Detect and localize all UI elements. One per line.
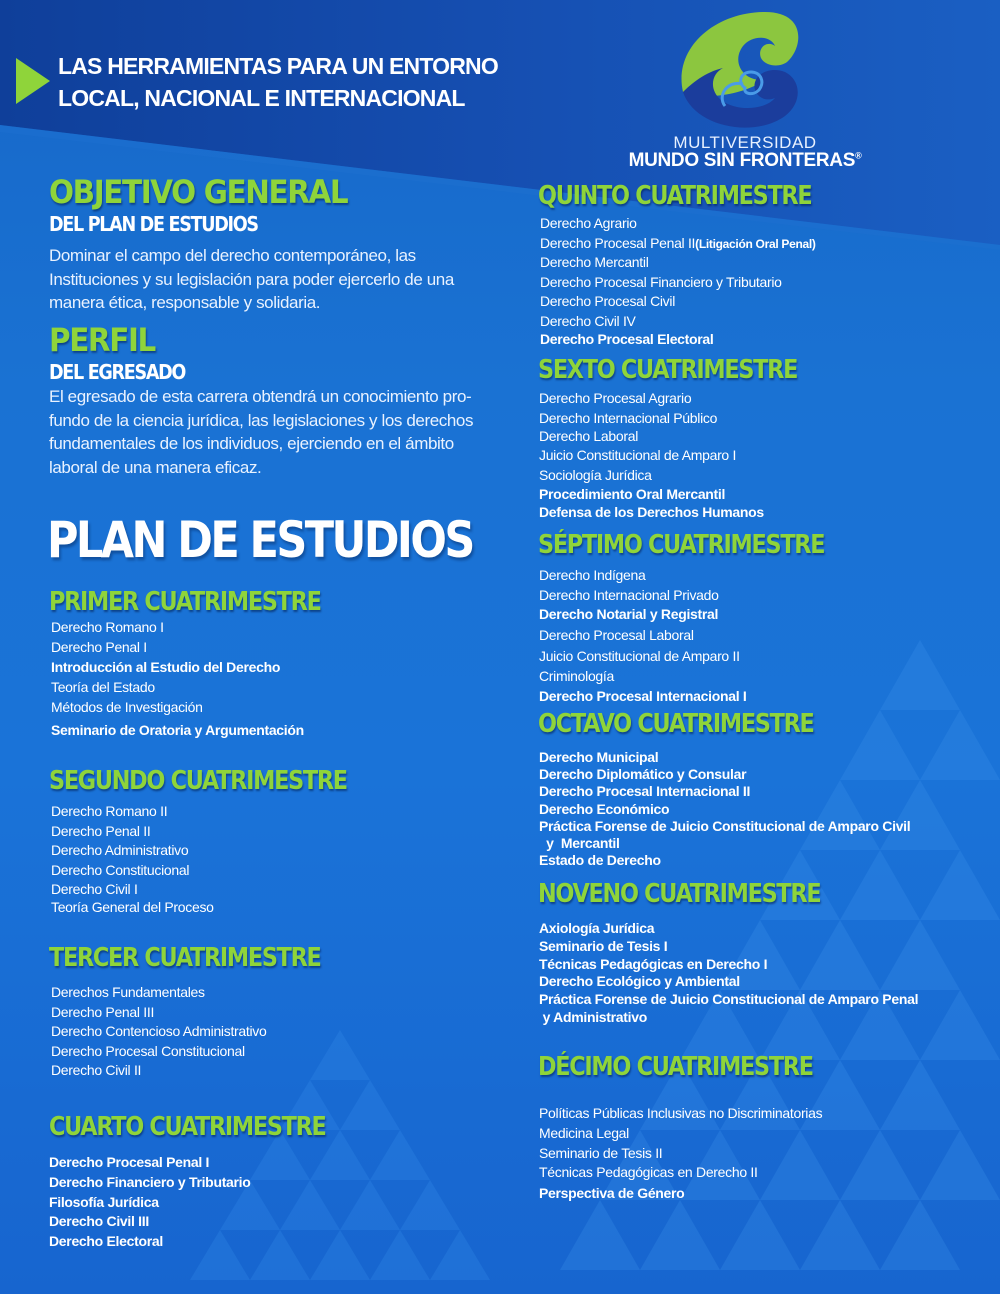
course-item: Estado de Derecho	[539, 852, 661, 869]
course-list-quinto	[540, 215, 816, 349]
course-item: Criminología	[539, 667, 614, 684]
course-item: Derecho Romano II	[51, 803, 168, 819]
course-item: Derecho Civil III	[49, 1213, 149, 1230]
course-item: Seminario de Tesis II	[539, 1144, 663, 1161]
course-item: Derecho Indígena	[539, 567, 646, 583]
perfil-line: fundamentales de los individuos, ejerciendo en el ámbito	[49, 434, 454, 453]
perfil-title: PERFIL	[49, 321, 155, 359]
course-item: Derecho Municipal	[539, 749, 659, 765]
course-item: Derecho Electoral	[49, 1233, 163, 1250]
logo-text-multiversidad: MULTIVERSIDAD	[673, 133, 817, 152]
perfil-line: laboral de una manera eficaz.	[49, 457, 262, 477]
course-item: Derecho Internacional Público	[539, 409, 718, 426]
course-item: Derecho Civil IV	[540, 312, 636, 329]
wave-logo-icon	[625, 8, 865, 133]
course-item	[540, 235, 816, 255]
semester-title-tercero: TERCER CUATRIMESTRE	[49, 943, 321, 973]
course-item: Derecho Laboral	[539, 427, 639, 444]
objetivo-line: Dominar el campo del derecho contemporáneo, las	[49, 246, 416, 265]
perfil-line: El egresado de esta carrera obtendrá un conocimiento pro-	[49, 387, 472, 406]
course-item: Métodos de Investigación	[51, 699, 203, 715]
objetivo-text	[49, 244, 454, 315]
course-item: Juicio Constitucional de Amparo I	[539, 447, 737, 463]
perfil-line: fundo de la ciencia jurídica, las legislaciones y los derechos	[49, 410, 474, 430]
course-item: Derecho Administrativo	[51, 842, 189, 858]
perfil-text	[49, 385, 473, 479]
semester-title-segundo: SEGUNDO CUATRIMESTRE	[49, 766, 347, 796]
header-line-2: LOCAL, NACIONAL E INTERNACIONAL	[58, 85, 465, 111]
course-item: Derecho Procesal Constitucional	[51, 1042, 245, 1059]
semester-title-primero: PRIMER CUATRIMESTRE	[49, 587, 321, 617]
course-list-tercero	[51, 984, 266, 1082]
course-item: Derecho Procesal Electoral	[540, 330, 714, 347]
course-item: Derecho Procesal Civil	[540, 293, 676, 309]
plan-de-estudios-title: PLAN DE ESTUDIOS	[47, 511, 473, 569]
semester-title-sexto: SEXTO CUATRIMESTRE	[538, 355, 798, 385]
course-item: Derecho Ecológico y Ambiental	[539, 973, 740, 990]
course-list-noveno	[539, 920, 918, 1027]
course-item: Derechos Fundamentales	[51, 984, 205, 1000]
course-item: Derecho Penal II	[51, 822, 151, 839]
play-arrow-icon	[16, 58, 50, 104]
course-list-segundo	[51, 803, 214, 918]
course-item: Práctica Forense de Juicio Constitucional de Amparo Civil	[539, 817, 911, 834]
course-item: Teoría General del Proceso	[51, 899, 214, 915]
course-item: Políticas Públicas Inclusivas no Discriminatorias	[539, 1105, 823, 1121]
course-list-octavo	[539, 749, 910, 869]
course-item: Técnicas Pedagógicas en Derecho I	[539, 955, 768, 972]
course-item: Derecho Procesal Penal I	[49, 1154, 210, 1170]
course-list-decimo	[539, 1105, 822, 1205]
course-item: Seminario de Tesis I	[539, 937, 668, 954]
course-item: Medicina Legal	[539, 1125, 629, 1141]
course-item: Derecho Económico	[539, 800, 670, 817]
registered-mark: ®	[855, 150, 862, 161]
course-item: Derecho Constitucional	[51, 861, 190, 878]
course-item: Filosofía Jurídica	[49, 1193, 159, 1210]
course-item: Derecho Civil I	[51, 881, 138, 897]
course-item: Seminario de Oratoria y Argumentación	[51, 722, 304, 738]
course-item: Derecho Procesal Internacional II	[539, 783, 751, 800]
course-item: Derecho Mercantil	[540, 254, 649, 270]
course-item: Derecho Penal III	[51, 1003, 155, 1020]
course-item: Sociología Jurídica	[539, 466, 652, 483]
objetivo-subtitle: DEL PLAN DE ESTUDIOS	[49, 212, 258, 236]
semester-title-octavo: OCTAVO CUATRIMESTRE	[538, 709, 814, 739]
logo	[625, 8, 865, 173]
objetivo-line: manera ética, responsable y solidaria.	[49, 293, 321, 312]
course-list-sexto	[539, 390, 764, 522]
course-note: (Litigación Oral Penal)	[695, 236, 816, 251]
header-line-1: LAS HERRAMIENTAS PARA UN ENTORNO	[58, 53, 498, 79]
course-item: y Administrativo	[539, 1008, 647, 1025]
course-item: Axiología Jurídica	[539, 920, 655, 936]
course-item: Introducción al Estudio del Derecho	[51, 659, 281, 675]
course-item: y Mercantil	[539, 834, 620, 851]
course-name: Derecho Procesal Penal II	[540, 234, 696, 251]
course-item: Derecho Procesal Agrario	[539, 390, 692, 406]
course-item: Perspectiva de Género	[539, 1185, 685, 1201]
course-item: Procedimiento Oral Mercantil	[539, 486, 726, 502]
course-item: Práctica Forense de Juicio Constitucional de Amparo Penal	[539, 991, 919, 1008]
perfil-subtitle: DEL EGRESADO	[49, 360, 186, 384]
course-list-primero	[51, 619, 304, 742]
course-item: Derecho Procesal Laboral	[539, 627, 694, 643]
objetivo-line: Instituciones y su legislación para poder ejercerlo de una	[49, 269, 454, 289]
course-item: Derecho Civil II	[51, 1062, 142, 1078]
course-item: Derecho Internacional Privado	[539, 587, 719, 603]
course-item: Derecho Romano I	[51, 619, 164, 635]
course-item: Derecho Procesal Financiero y Tributario	[540, 273, 782, 290]
objetivo-title: OBJETIVO GENERAL	[49, 173, 348, 211]
course-item: Teoría del Estado	[51, 679, 155, 695]
course-list-cuarto	[49, 1154, 251, 1253]
semester-title-decimo: DÉCIMO CUATRIMESTRE	[538, 1052, 813, 1082]
course-item: Derecho Financiero y Tributario	[49, 1173, 251, 1190]
course-item: Derecho Agrario	[540, 215, 637, 231]
semester-title-cuarto: CUARTO CUATRIMESTRE	[49, 1112, 326, 1142]
semester-title-septimo: SÉPTIMO CUATRIMESTRE	[538, 530, 825, 560]
semester-title-noveno: NOVENO CUATRIMESTRE	[538, 879, 821, 909]
course-list-septimo	[539, 567, 746, 708]
course-item: Derecho Diplomático y Consular	[539, 766, 747, 783]
course-item: Juicio Constitucional de Amparo II	[539, 647, 740, 664]
course-item: Técnicas Pedagógicas en Derecho II	[539, 1164, 758, 1180]
course-item: Derecho Penal I	[51, 639, 147, 655]
semester-title-quinto: QUINTO CUATRIMESTRE	[538, 181, 812, 211]
course-item: Defensa de los Derechos Humanos	[539, 503, 764, 520]
course-item: Derecho Procesal Internacional I	[539, 687, 747, 704]
course-item: Derecho Contencioso Administrativo	[51, 1023, 267, 1039]
course-item: Derecho Notarial y Registral	[539, 606, 719, 622]
logo-text-mundo-sin-fronteras: MUNDO SIN FRONTERAS®	[628, 150, 862, 171]
